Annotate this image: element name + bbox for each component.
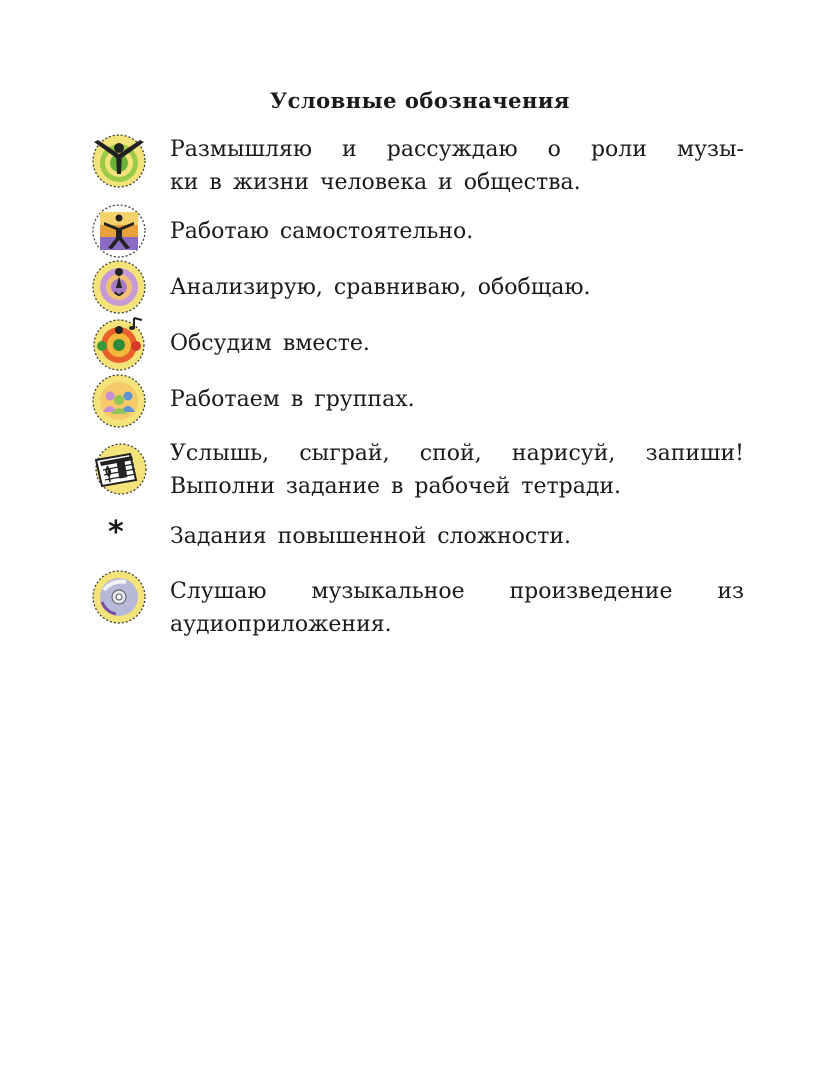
legend-text-line: аудиоприложения. xyxy=(170,612,392,637)
independent-work-icon xyxy=(90,202,148,260)
legend-text-line: Услышь, сыграй, спой, нарисуй, запиши! xyxy=(170,441,744,466)
legend-text xyxy=(170,575,744,641)
legend-text xyxy=(170,437,744,503)
legend-text-line: Размышляю и рассуждаю о роли музы- xyxy=(170,137,744,162)
legend-text xyxy=(170,215,744,248)
audio-disc-icon xyxy=(90,568,148,626)
legend-text-line: Анализирую, сравниваю, обобщаю. xyxy=(170,275,591,300)
legend-text-line: Работаю самостоятельно. xyxy=(170,219,474,244)
analysis-icon xyxy=(90,258,148,316)
group-work-icon xyxy=(90,372,148,430)
legend-text xyxy=(170,327,744,360)
legend-text-line: Задания повышенной сложности. xyxy=(170,524,572,549)
legend-text-line: Слушаю музыкальное произведение из xyxy=(170,579,744,604)
legend-text xyxy=(170,271,744,304)
workbook-icon xyxy=(90,440,148,498)
legend-text xyxy=(170,520,744,553)
page-title: Условные обозначения xyxy=(270,88,570,113)
legend-text-line: Выполни задание в рабочей тетради. xyxy=(170,474,622,499)
thinking-person-icon xyxy=(90,132,148,190)
legend-text xyxy=(170,133,744,199)
legend-text-line: Работаем в группах. xyxy=(170,387,415,412)
legend-text-line: Обсудим вместе. xyxy=(170,331,370,356)
asterisk-icon: * xyxy=(108,515,124,550)
legend-text-line: ки в жизни человека и общества. xyxy=(170,170,581,195)
discussion-icon xyxy=(90,314,148,372)
legend-text xyxy=(170,383,744,416)
